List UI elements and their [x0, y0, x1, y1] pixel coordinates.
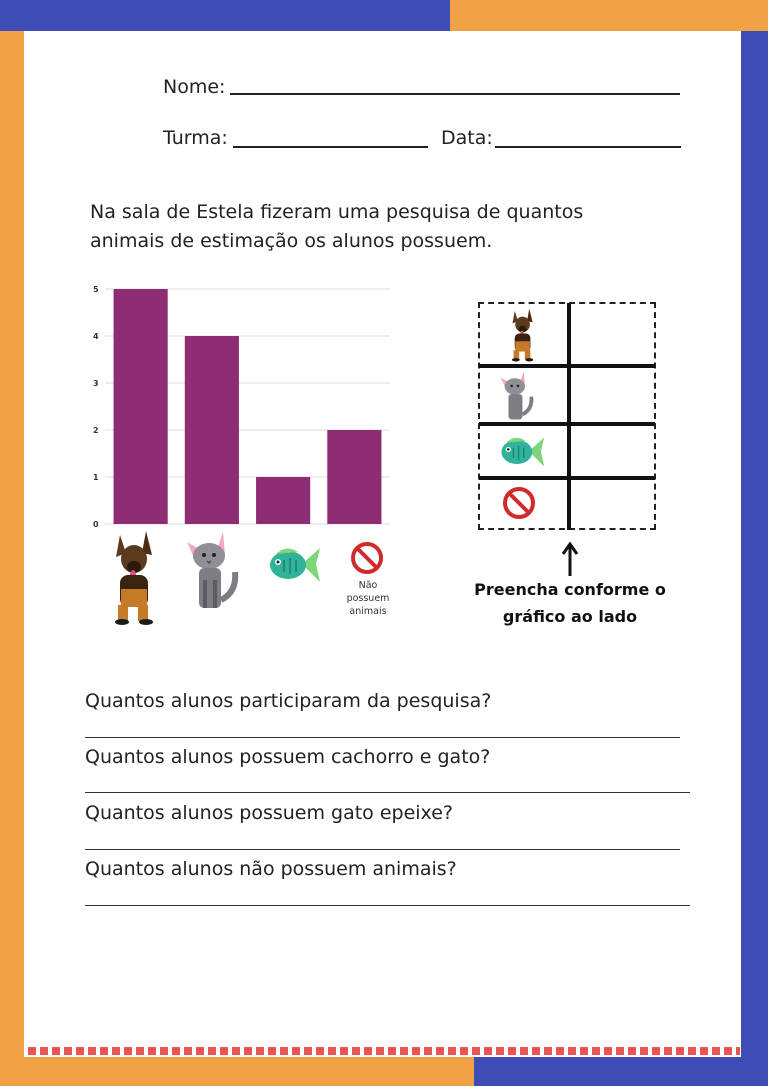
bar-3 [256, 477, 310, 524]
y-tick-label: 0 [93, 520, 99, 529]
bar-1 [114, 289, 168, 524]
y-tick-label: 4 [93, 332, 99, 341]
fill-hint: Preencha conforme o gráfico ao lado [474, 580, 666, 626]
intro-text: Na sala de Estela fizeram uma pesquisa de quantos animais de estimação os alunos possuem. [90, 201, 584, 252]
tally-cell[interactable] [573, 305, 653, 362]
question-4: Quantos alunos não possuem animais? [85, 858, 457, 880]
nome-label: Nome: [163, 76, 226, 98]
nome-field[interactable] [230, 93, 680, 95]
top-blue-band [0, 0, 450, 31]
turma-label: Turma: [163, 127, 228, 149]
tally-divider-row [479, 422, 655, 426]
bar-chart [85, 280, 395, 535]
no-symbol-icon [502, 486, 536, 520]
tally-divider-vertical [567, 303, 571, 530]
data-label: Data: [441, 127, 493, 149]
top-orange-band [450, 0, 768, 31]
fish-icon [498, 434, 546, 470]
cat-icon [183, 530, 245, 612]
no-animals-label: Não possuem animais [346, 580, 390, 617]
bar-2 [185, 336, 239, 524]
answer-line-2[interactable] [85, 792, 690, 793]
tally-divider-row [479, 476, 655, 480]
turma-field[interactable] [233, 146, 428, 148]
arrow-up-icon [561, 542, 579, 578]
y-tick-label: 1 [93, 473, 99, 482]
left-orange-band [0, 31, 24, 1086]
cat-icon [498, 370, 538, 422]
y-tick-label: 5 [93, 285, 99, 294]
bottom-orange-band [24, 1057, 474, 1086]
answer-line-3[interactable] [85, 849, 680, 850]
dog-icon [508, 306, 536, 362]
tally-divider-row [479, 364, 655, 368]
y-tick-label: 3 [93, 379, 99, 388]
tally-cell[interactable] [573, 369, 653, 420]
answer-line-1[interactable] [85, 737, 680, 738]
bottom-blue-band [474, 1057, 741, 1086]
y-tick-label: 2 [93, 426, 99, 435]
fish-icon [266, 544, 322, 586]
bar-4 [327, 430, 381, 524]
question-3: Quantos alunos possuem gato epeixe? [85, 802, 453, 824]
question-2: Quantos alunos possuem cachorro e gato? [85, 746, 491, 768]
data-field[interactable] [495, 146, 681, 148]
answer-line-4[interactable] [85, 905, 690, 906]
no-symbol-icon [350, 541, 384, 575]
dashed-decoration [28, 1047, 740, 1055]
tally-cell[interactable] [573, 481, 653, 527]
question-1: Quantos alunos participaram da pesquisa? [85, 690, 492, 712]
right-blue-band [741, 31, 768, 1086]
dog-icon [108, 527, 158, 625]
tally-cell[interactable] [573, 427, 653, 474]
